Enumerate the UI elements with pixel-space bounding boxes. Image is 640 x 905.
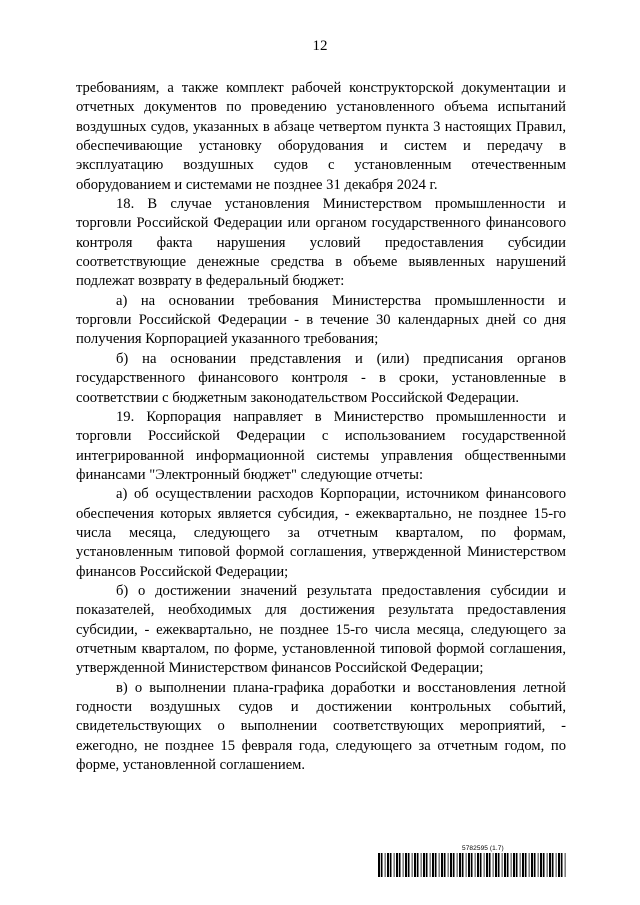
paragraph-19a: а) об осуществлении расходов Корпорации, источником финансового обеспечения которых является субсидия, - ежеквартально, не позднее 15-го числа месяца, следующего за отчетным кварталом, по формам, установленным типовой формой соглашения, утвержденной Министерством финансов Российской Федерации;: [76, 486, 566, 580]
paragraph-19: 19. Корпорация направляет в Министерство промышленности и торговли Российской Федерации с использованием государственной интегрированной информационной системы управления общественными финансами "Электронный бюджет" следующие отчеты:: [76, 408, 566, 483]
paragraph-18a: а) на основании требования Министерства промышленности и торговли Российской Федерации - в течение 30 календарных дней со дня получения Корпорацией указанного требования;: [76, 292, 566, 348]
document-body: [76, 79, 566, 775]
barcode-icon: [378, 853, 566, 877]
paragraph-18: 18. В случае установления Министерством промышленности и торговли Российской Федерации или органом государственного финансового контроля факта нарушения условий предоставления субсидии соответствующие денежные средства в объеме выявленных нарушений подлежат возврату в федеральный бюджет:: [76, 196, 566, 290]
paragraph-continuation: требованиям, а также комплект рабочей конструкторской документации и отчетных документов по проведению установленного объема испытаний воздушных судов, указанных в абзаце четвертом пункта 3 настоящих Правил, обеспечивающие установку оборудования и систем и передачу в эксплуатацию воздушных судов с установленным отечественным оборудованием и системами не позднее 31 декабря 2024 г.: [76, 80, 566, 193]
document-code: 5782595 (1.7): [462, 845, 504, 852]
paragraph-18b: б) на основании представления и (или) предписания органов государственного финансового контроля - в сроки, установленные в соответствии с бюджетным законодательством Российской Федерации.: [76, 350, 566, 406]
paragraph-19v: в) о выполнении плана-графика доработки и восстановления летной годности воздушных судов и достижении контрольных событий, свидетельствующих о выполнении соответствующих мероприятий, - ежегодно, не позднее 15 февраля года, следующего за отчетным годом, по форме, установленной соглашением.: [76, 679, 566, 774]
page-number: 12: [312, 38, 328, 54]
paragraph-19b: б) о достижении значений результата предоставления субсидии и показателей, необходимых для достижения результата предоставления субсидии, - ежеквартально, не позднее 15-го числа месяца, следующего за отчетным кварталом, по форме, установленной типовой формой соглашения, утвержденной Министерством финансов Российской Федерации;: [76, 582, 566, 677]
